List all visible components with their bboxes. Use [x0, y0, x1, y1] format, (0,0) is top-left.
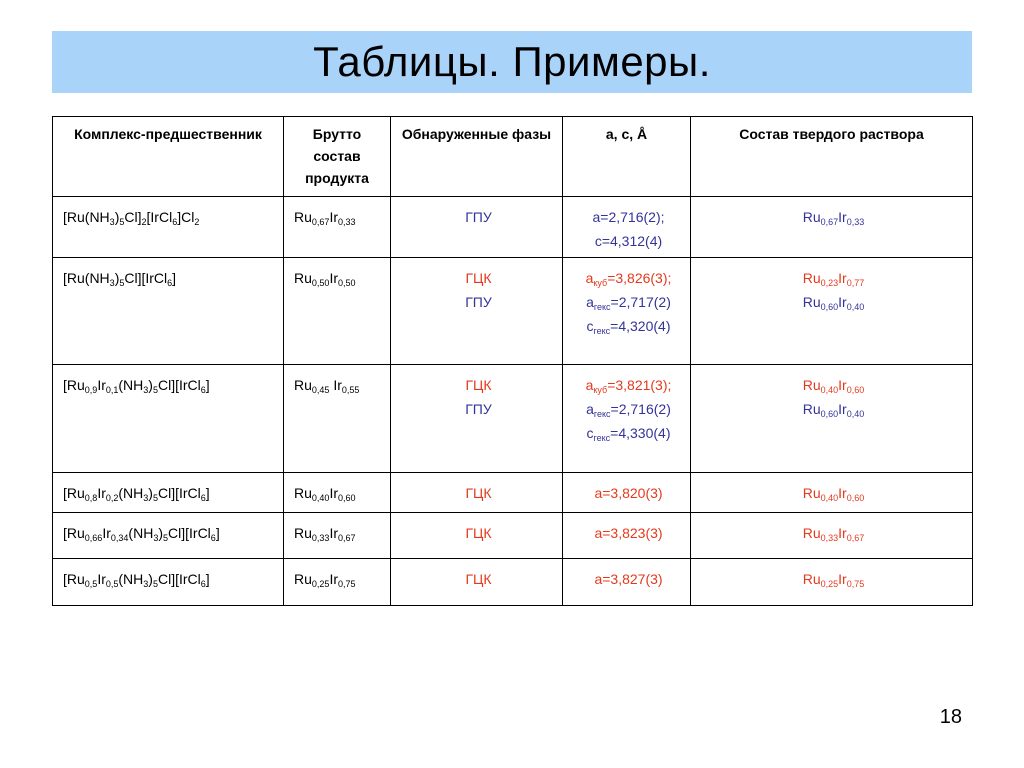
- formula-part: 3: [109, 217, 115, 227]
- formula-part: (NH: [118, 571, 144, 587]
- formula-part: ]Cl: [177, 209, 195, 225]
- element-symbol: Ru: [802, 401, 821, 417]
- element-index: 0,67: [820, 217, 839, 227]
- cell-phases: [391, 258, 563, 365]
- cell-solid: [691, 513, 973, 559]
- param-value: =3,820(3): [602, 485, 663, 501]
- element-index: 0,60: [846, 385, 865, 395]
- solid-solution: [701, 266, 966, 290]
- param-value: =4,330(4): [610, 425, 671, 441]
- header-complex: Комплекс-предшественник: [53, 117, 284, 197]
- results-table: [52, 116, 973, 606]
- formula-part: 0,50: [311, 278, 330, 288]
- table-row: [53, 258, 973, 365]
- formula-part: 0,9: [84, 385, 98, 395]
- element-index: 0,67: [846, 533, 865, 543]
- formula-part: [Ru: [63, 571, 85, 587]
- lattice-param: [573, 397, 684, 421]
- formula-part: (NH: [128, 525, 154, 541]
- element-index: 0,40: [820, 385, 839, 395]
- formula-part: 3: [109, 278, 115, 288]
- param-value: =3,827(3): [602, 571, 663, 587]
- title-bar: [52, 31, 972, 93]
- header-params: a, c, Å: [563, 117, 691, 197]
- formula-part: ): [148, 377, 153, 393]
- formula-part: ]: [205, 571, 210, 587]
- header-solid: Состав твердого раствора: [691, 117, 973, 197]
- formula-part: 5: [152, 385, 158, 395]
- element-symbol: Ir: [838, 485, 847, 501]
- formula-part: 0,50: [338, 278, 356, 288]
- formula-part: 5: [152, 493, 158, 503]
- cell-phases: [391, 559, 563, 606]
- table-header-row: [53, 117, 973, 197]
- formula-part: [IrCl: [146, 209, 173, 225]
- element-index: 0,33: [846, 217, 865, 227]
- formula-part: 0,34: [110, 533, 129, 543]
- param-symbol: a: [594, 525, 603, 541]
- formula-part: 6: [200, 385, 206, 395]
- param-subscript: гекс: [593, 433, 611, 443]
- formula-part: 3: [153, 533, 159, 543]
- formula-part: 0,1: [105, 385, 119, 395]
- param-symbol: c: [594, 233, 602, 249]
- param-subscript: гекс: [593, 326, 611, 336]
- cell-bulk: [284, 258, 391, 365]
- slide-title: Таблицы. Примеры.: [313, 38, 711, 85]
- formula-part: 3: [143, 493, 149, 503]
- formula-part: 0,8: [84, 493, 98, 503]
- phase-label: ГЦК: [465, 485, 492, 501]
- formula-part: 5: [152, 579, 158, 589]
- cell-solid: [691, 473, 973, 513]
- formula-part: Ru: [294, 209, 312, 225]
- header-phases: Обнаруженные фазы: [391, 117, 563, 197]
- param-value: =2,716(2);: [600, 209, 665, 225]
- formula-part: Cl][IrCl: [157, 377, 201, 393]
- formula-part: ): [158, 525, 163, 541]
- param-symbol: a: [592, 209, 601, 225]
- formula-part: Ir: [329, 525, 338, 541]
- phase-label: ГЦК: [465, 377, 492, 393]
- cell-phases: [391, 197, 563, 258]
- cell-params: [563, 258, 691, 365]
- formula-part: 0,25: [311, 579, 330, 589]
- formula-part: ): [114, 270, 120, 286]
- element-symbol: Ru: [802, 525, 821, 541]
- formula-part: ]: [205, 485, 210, 501]
- formula-part: Cl][IrCl: [157, 571, 201, 587]
- formula-part: 6: [200, 493, 206, 503]
- solid-solution: [701, 397, 966, 421]
- formula-part: (NH: [118, 377, 144, 393]
- formula-part: Ru: [294, 485, 312, 501]
- cell-phases: [391, 473, 563, 513]
- param-symbol: c: [586, 318, 594, 334]
- formula-part: 6: [172, 217, 178, 227]
- param-subscript: гекс: [593, 409, 611, 419]
- element-symbol: Ru: [802, 377, 821, 393]
- formula-part: ): [148, 485, 153, 501]
- formula-part: Ir: [329, 270, 338, 286]
- formula-part: 0,75: [338, 579, 356, 589]
- lattice-param: [573, 567, 684, 591]
- lattice-param: [573, 521, 684, 545]
- formula-part: Ir: [97, 571, 106, 587]
- solid-solution: [701, 521, 966, 545]
- element-index: 0,75: [846, 579, 865, 589]
- cell-bulk: [284, 473, 391, 513]
- formula-part: ]: [172, 270, 177, 286]
- formula-part: Cl][IrCl: [168, 525, 211, 541]
- formula-part: [Ru: [63, 525, 85, 541]
- formula-part: [Ru(NH: [63, 209, 110, 225]
- formula-part: 2: [194, 217, 200, 227]
- formula-part: Ru: [294, 270, 312, 286]
- param-value: =2,716(2): [610, 401, 671, 417]
- formula-part: 5: [119, 217, 125, 227]
- phase-label: ГПУ: [465, 209, 492, 225]
- cell-complex: [53, 513, 284, 559]
- element-symbol: Ru: [802, 485, 821, 501]
- cell-bulk: [284, 559, 391, 606]
- param-symbol: c: [586, 425, 594, 441]
- table-row: [53, 513, 973, 559]
- lattice-param: [573, 266, 684, 290]
- param-value: =2,717(2): [610, 294, 671, 310]
- formula-part: 6: [200, 579, 206, 589]
- cell-complex: [53, 473, 284, 513]
- formula-part: Ir: [97, 485, 106, 501]
- lattice-param: [573, 205, 684, 229]
- param-value: =4,320(4): [610, 318, 671, 334]
- element-symbol: Ir: [838, 377, 847, 393]
- formula-part: Cl][IrCl: [124, 270, 168, 286]
- cell-complex: [53, 365, 284, 473]
- formula-part: Cl]: [124, 209, 142, 225]
- param-symbol: a: [594, 485, 603, 501]
- formula-part: [Ru: [63, 485, 85, 501]
- solid-solution: [701, 205, 966, 229]
- param-value: =3,821(3);: [607, 377, 672, 393]
- cell-bulk: [284, 365, 391, 473]
- element-symbol: Ir: [838, 294, 847, 310]
- formula-part: 6: [167, 278, 173, 288]
- element-symbol: Ir: [838, 209, 847, 225]
- formula-part: ]: [205, 377, 210, 393]
- phase-label: ГПУ: [465, 401, 492, 417]
- cell-phases: [391, 513, 563, 559]
- lattice-param: [573, 481, 684, 505]
- formula-part: Ru: [294, 571, 312, 587]
- formula-part: 0,66: [84, 533, 103, 543]
- solid-solution: [701, 290, 966, 314]
- cell-bulk: [284, 197, 391, 258]
- element-index: 0,60: [846, 493, 865, 503]
- formula-part: 0,5: [105, 579, 119, 589]
- param-symbol: a: [586, 294, 594, 310]
- element-index: 0,40: [820, 493, 839, 503]
- formula-part: 5: [163, 533, 169, 543]
- formula-part: (NH: [118, 485, 144, 501]
- formula-part: 0,33: [338, 217, 356, 227]
- cell-complex: [53, 197, 284, 258]
- element-index: 0,40: [846, 409, 865, 419]
- cell-params: [563, 473, 691, 513]
- formula-part: [Ru(NH: [63, 270, 110, 286]
- phase-label: ГЦК: [465, 525, 492, 541]
- formula-part: 0,2: [105, 493, 119, 503]
- param-value: =3,826(3);: [607, 270, 672, 286]
- lattice-param: [573, 373, 684, 397]
- element-symbol: Ru: [802, 270, 821, 286]
- formula-part: 0,67: [311, 217, 330, 227]
- formula-part: ): [148, 571, 153, 587]
- formula-part: Cl][IrCl: [157, 485, 201, 501]
- formula-part: 0,60: [338, 493, 356, 503]
- formula-part: 3: [143, 385, 149, 395]
- element-index: 0,23: [820, 278, 839, 288]
- formula-part: 0,45: [311, 385, 330, 395]
- formula-part: Ir: [102, 525, 111, 541]
- formula-part: Ir: [329, 485, 338, 501]
- table-row: [53, 559, 973, 606]
- table-row: [53, 197, 973, 258]
- formula-part: 0,33: [311, 533, 330, 543]
- cell-params: [563, 365, 691, 473]
- param-value: =4,312(4): [601, 233, 663, 249]
- formula-part: 5: [119, 278, 125, 288]
- formula-part: Ir: [329, 571, 338, 587]
- param-subscript: куб: [593, 278, 608, 288]
- formula-part: Ru: [294, 525, 312, 541]
- formula-part: 2: [141, 217, 147, 227]
- formula-part: Ru: [294, 377, 312, 393]
- header-bulk: Брутто состав продукта: [284, 117, 391, 197]
- table-row: [53, 365, 973, 473]
- cell-solid: [691, 559, 973, 606]
- element-symbol: Ru: [802, 209, 821, 225]
- element-index: 0,77: [846, 278, 865, 288]
- formula-part: 6: [210, 533, 216, 543]
- formula-part: [Ru: [63, 377, 85, 393]
- formula-part: 0,5: [84, 579, 98, 589]
- cell-solid: [691, 197, 973, 258]
- cell-solid: [691, 365, 973, 473]
- formula-part: ): [114, 209, 120, 225]
- element-index: 0,60: [820, 409, 839, 419]
- solid-solution: [701, 481, 966, 505]
- solid-solution: [701, 373, 966, 397]
- param-symbol: a: [586, 401, 594, 417]
- element-index: 0,60: [820, 302, 839, 312]
- phase-label: ГПУ: [465, 294, 492, 310]
- phase-label: ГЦК: [465, 270, 492, 286]
- element-symbol: Ru: [802, 571, 821, 587]
- formula-part: ]: [215, 525, 220, 541]
- formula-part: Ir: [329, 209, 338, 225]
- cell-bulk: [284, 513, 391, 559]
- lattice-param: [573, 229, 684, 253]
- formula-part: Ir: [97, 377, 106, 393]
- element-symbol: Ir: [838, 571, 847, 587]
- cell-phases: [391, 365, 563, 473]
- cell-complex: [53, 258, 284, 365]
- param-symbol: a: [585, 270, 594, 286]
- cell-complex: [53, 559, 284, 606]
- lattice-param: [573, 421, 684, 445]
- solid-solution: [701, 567, 966, 591]
- cell-params: [563, 559, 691, 606]
- formula-part: 0,55: [341, 385, 360, 395]
- element-symbol: Ir: [838, 525, 847, 541]
- param-symbol: a: [594, 571, 603, 587]
- table-body: [53, 197, 973, 606]
- element-symbol: Ir: [838, 401, 847, 417]
- element-index: 0,25: [820, 579, 839, 589]
- page-number: 18: [939, 706, 962, 728]
- element-symbol: Ir: [838, 270, 847, 286]
- formula-part: 0,40: [311, 493, 330, 503]
- phase-label: ГЦК: [465, 571, 492, 587]
- cell-params: [563, 197, 691, 258]
- lattice-param: [573, 314, 684, 338]
- element-index: 0,33: [820, 533, 839, 543]
- element-symbol: Ru: [802, 294, 821, 310]
- cell-params: [563, 513, 691, 559]
- param-symbol: a: [585, 377, 594, 393]
- formula-part: 0,67: [338, 533, 356, 543]
- cell-solid: [691, 258, 973, 365]
- param-value: =3,823(3): [602, 525, 663, 541]
- lattice-param: [573, 290, 684, 314]
- formula-part: Ir: [329, 377, 342, 393]
- formula-part: 3: [143, 579, 149, 589]
- param-subscript: куб: [593, 385, 608, 395]
- param-subscript: гекс: [593, 302, 611, 312]
- table-row: [53, 473, 973, 513]
- element-index: 0,40: [846, 302, 865, 312]
